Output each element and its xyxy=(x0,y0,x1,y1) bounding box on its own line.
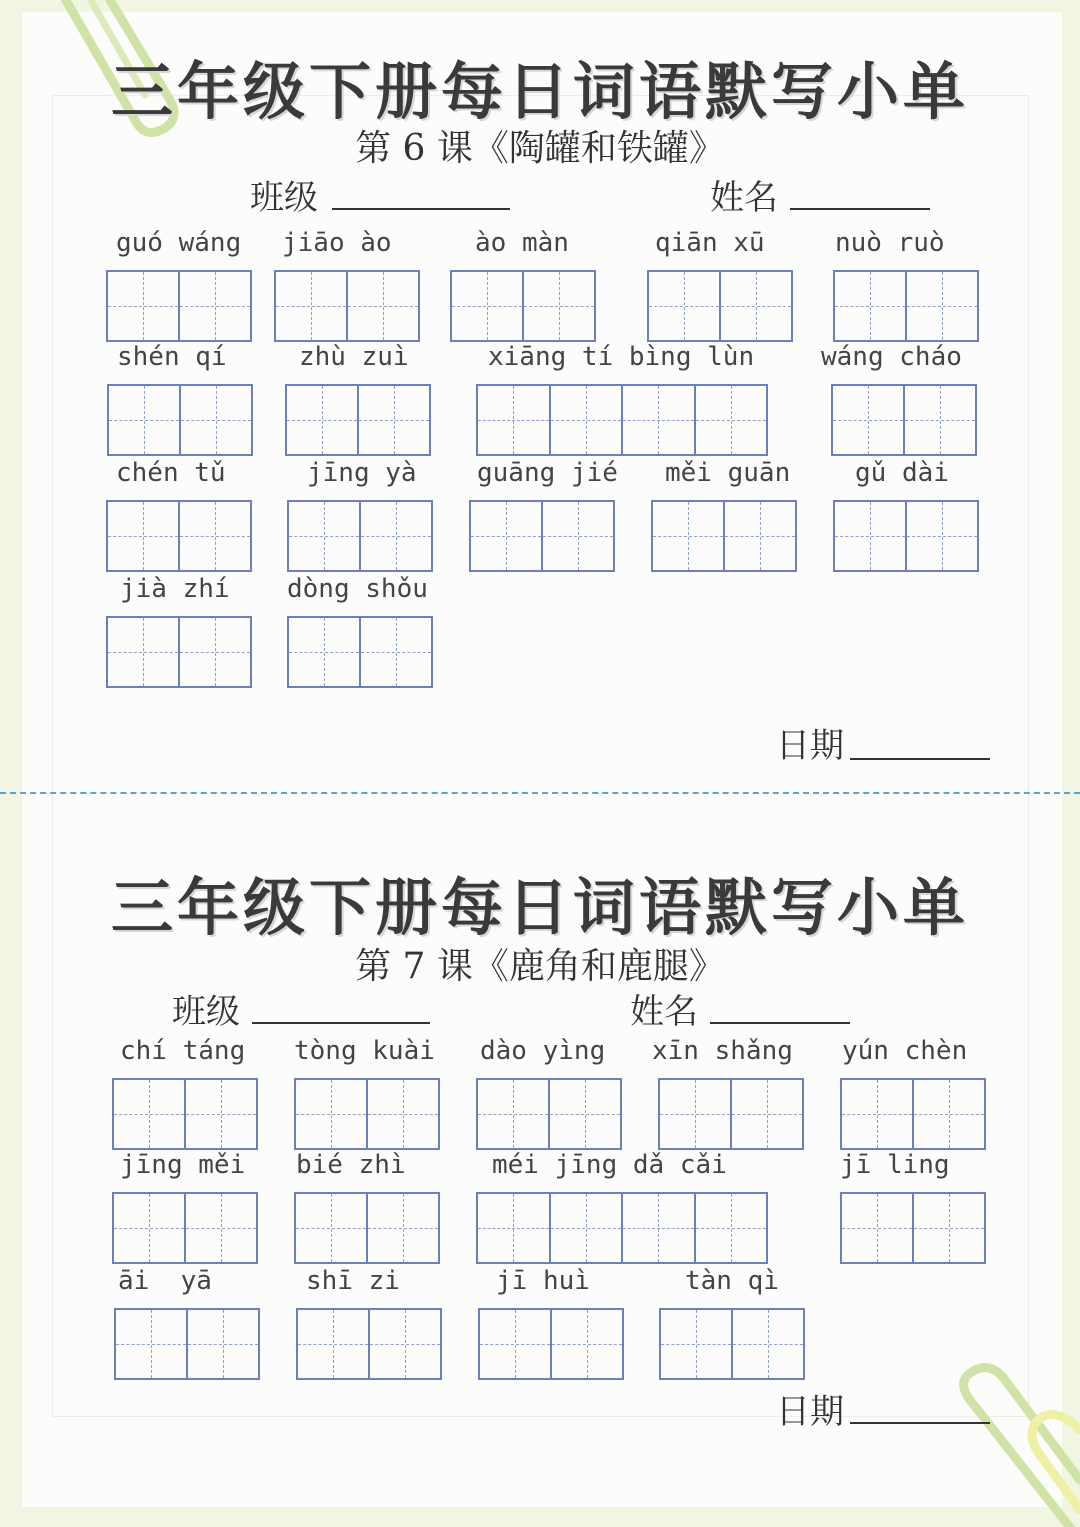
lesson-subtitle: 第 7 课《鹿角和鹿腿》 xyxy=(355,946,725,987)
grid-cell[interactable] xyxy=(114,1194,186,1262)
writing-grid[interactable] xyxy=(107,384,253,456)
grid-cell[interactable] xyxy=(287,386,359,454)
writing-grid[interactable] xyxy=(840,1192,986,1264)
grid-cell[interactable] xyxy=(296,1080,368,1148)
grid-cell[interactable] xyxy=(721,272,791,340)
grid-cell[interactable] xyxy=(478,386,551,454)
writing-grid[interactable] xyxy=(106,616,252,688)
grid-cell[interactable] xyxy=(348,272,418,340)
grid-cell[interactable] xyxy=(471,502,543,570)
grid-cell[interactable] xyxy=(109,386,181,454)
pinyin-label: jī huì xyxy=(496,1266,590,1296)
grid-cell[interactable] xyxy=(552,1310,622,1378)
grid-cell[interactable] xyxy=(289,502,361,570)
grid-cell[interactable] xyxy=(733,1310,803,1378)
grid-cell[interactable] xyxy=(835,502,907,570)
writing-grid[interactable] xyxy=(106,500,252,572)
pinyin-label: jiāo ào xyxy=(282,228,392,258)
grid-cell[interactable] xyxy=(551,1194,624,1262)
pinyin-label: tàn qì xyxy=(685,1266,779,1296)
writing-grid[interactable] xyxy=(647,270,793,342)
grid-cell[interactable] xyxy=(653,502,725,570)
writing-grid[interactable] xyxy=(478,1308,624,1380)
grid-cell[interactable] xyxy=(914,1080,984,1148)
name-label: 姓名 xyxy=(710,178,778,218)
grid-cell[interactable] xyxy=(550,1080,620,1148)
grid-cell[interactable] xyxy=(452,272,524,340)
pinyin-label: tòng kuài xyxy=(294,1036,435,1066)
grid-cell[interactable] xyxy=(188,1310,258,1378)
pinyin-label: qiān xū xyxy=(655,228,765,258)
lesson-subtitle: 第 6 课《陶罐和铁罐》 xyxy=(355,128,725,169)
date-label: 日期 xyxy=(776,726,844,766)
grid-cell[interactable] xyxy=(480,1310,552,1378)
pinyin-label: bié zhì xyxy=(296,1150,406,1180)
pinyin-label: nuò ruò xyxy=(835,228,945,258)
grid-cell[interactable] xyxy=(725,502,795,570)
writing-grid[interactable] xyxy=(833,500,979,572)
name-label: 姓名 xyxy=(630,992,698,1032)
writing-grid[interactable] xyxy=(651,500,797,572)
pinyin-label: guó wáng xyxy=(116,228,242,258)
grid-cell[interactable] xyxy=(543,502,613,570)
grid-cell[interactable] xyxy=(186,1080,256,1148)
pinyin-label: xīn shǎng xyxy=(652,1036,793,1066)
grid-cell[interactable] xyxy=(276,272,348,340)
pinyin-label: dòng shǒu xyxy=(287,574,428,604)
grid-cell[interactable] xyxy=(524,272,594,340)
grid-cell[interactable] xyxy=(907,272,977,340)
pinyin-label: jià zhí xyxy=(120,574,230,604)
grid-cell[interactable] xyxy=(361,618,431,686)
pinyin-label: měi guān xyxy=(665,458,791,488)
pinyin-label: jīng yà xyxy=(307,458,417,488)
grid-cell[interactable] xyxy=(114,1080,186,1148)
pinyin-label: wáng cháo xyxy=(821,342,962,372)
grid-cell[interactable] xyxy=(116,1310,188,1378)
class-label: 班级 xyxy=(172,992,240,1032)
grid-cell[interactable] xyxy=(296,1194,368,1262)
grid-cell[interactable] xyxy=(835,272,907,340)
name-field[interactable] xyxy=(790,208,930,210)
cut-line xyxy=(0,792,1080,794)
class-field[interactable] xyxy=(332,208,510,210)
writing-grid[interactable] xyxy=(294,1078,440,1150)
grid-cell[interactable] xyxy=(370,1310,440,1378)
grid-cell[interactable] xyxy=(289,618,361,686)
grid-cell[interactable] xyxy=(108,502,180,570)
grid-cell[interactable] xyxy=(478,1080,550,1148)
pinyin-label: ào màn xyxy=(475,228,569,258)
pinyin-label: gǔ dài xyxy=(855,458,949,488)
writing-grid[interactable] xyxy=(106,270,252,342)
writing-grid[interactable] xyxy=(840,1078,986,1150)
grid-cell[interactable] xyxy=(905,386,975,454)
pinyin-label: shén qí xyxy=(117,342,227,372)
writing-grid[interactable] xyxy=(658,1078,804,1150)
date-field[interactable] xyxy=(850,758,990,760)
pinyin-label: guāng jié xyxy=(477,458,618,488)
grid-cell[interactable] xyxy=(361,502,431,570)
writing-grid[interactable] xyxy=(274,270,420,342)
grid-cell[interactable] xyxy=(186,1194,256,1262)
writing-grid[interactable] xyxy=(287,500,433,572)
pinyin-label: jī ling xyxy=(840,1150,950,1180)
grid-cell[interactable] xyxy=(660,1080,732,1148)
date-field[interactable] xyxy=(850,1422,990,1424)
pinyin-label: shī zi xyxy=(306,1266,400,1296)
grid-cell[interactable] xyxy=(298,1310,370,1378)
paperclip-icon xyxy=(930,1350,1080,1527)
grid-cell[interactable] xyxy=(842,1194,914,1262)
writing-grid[interactable] xyxy=(476,1192,768,1264)
grid-cell[interactable] xyxy=(551,386,624,454)
grid-cell[interactable] xyxy=(833,386,905,454)
pinyin-label: jīng měi xyxy=(120,1150,246,1180)
name-field[interactable] xyxy=(710,1022,850,1024)
writing-grid[interactable] xyxy=(114,1308,260,1380)
grid-cell[interactable] xyxy=(623,386,696,454)
class-label: 班级 xyxy=(250,178,318,218)
grid-cell[interactable] xyxy=(732,1080,802,1148)
worksheet-title: 三年级下册每日词语默写小单 xyxy=(110,871,969,944)
worksheet-title: 三年级下册每日词语默写小单 xyxy=(110,55,969,128)
grid-cell[interactable] xyxy=(623,1194,696,1262)
grid-cell[interactable] xyxy=(180,618,250,686)
pinyin-label: zhù zuì xyxy=(299,342,409,372)
writing-grid[interactable] xyxy=(476,1078,622,1150)
grid-cell[interactable] xyxy=(368,1194,438,1262)
writing-grid[interactable] xyxy=(833,270,979,342)
writing-grid[interactable] xyxy=(659,1308,805,1380)
grid-cell[interactable] xyxy=(478,1194,551,1262)
grid-cell[interactable] xyxy=(696,1194,767,1262)
pinyin-label: dào yìng xyxy=(480,1036,606,1066)
date-label: 日期 xyxy=(776,1392,844,1432)
grid-cell[interactable] xyxy=(368,1080,438,1148)
grid-cell[interactable] xyxy=(842,1080,914,1148)
grid-cell[interactable] xyxy=(907,502,977,570)
grid-cell[interactable] xyxy=(108,618,180,686)
grid-cell[interactable] xyxy=(649,272,721,340)
writing-grid[interactable] xyxy=(294,1192,440,1264)
writing-grid[interactable] xyxy=(296,1308,442,1380)
class-field[interactable] xyxy=(252,1022,430,1024)
writing-grid[interactable] xyxy=(450,270,596,342)
grid-cell[interactable] xyxy=(108,272,180,340)
grid-cell[interactable] xyxy=(914,1194,984,1262)
writing-grid[interactable] xyxy=(285,384,431,456)
pinyin-label: chí táng xyxy=(120,1036,246,1066)
pinyin-label: yún chèn xyxy=(842,1036,968,1066)
grid-cell[interactable] xyxy=(696,386,767,454)
grid-cell[interactable] xyxy=(180,272,250,340)
writing-grid[interactable] xyxy=(112,1078,258,1150)
writing-grid[interactable] xyxy=(831,384,977,456)
grid-cell[interactable] xyxy=(359,386,429,454)
writing-grid[interactable] xyxy=(469,500,615,572)
pinyin-label: chén tǔ xyxy=(116,458,226,488)
writing-grid[interactable] xyxy=(476,384,768,456)
pinyin-label: xiāng tí bìng lùn xyxy=(488,342,755,372)
writing-grid[interactable] xyxy=(112,1192,258,1264)
grid-cell[interactable] xyxy=(180,502,250,570)
pinyin-label: āi yā xyxy=(118,1266,212,1296)
pinyin-label: méi jīng dǎ cǎi xyxy=(492,1150,727,1180)
writing-grid[interactable] xyxy=(287,616,433,688)
grid-cell[interactable] xyxy=(181,386,251,454)
grid-cell[interactable] xyxy=(661,1310,733,1378)
